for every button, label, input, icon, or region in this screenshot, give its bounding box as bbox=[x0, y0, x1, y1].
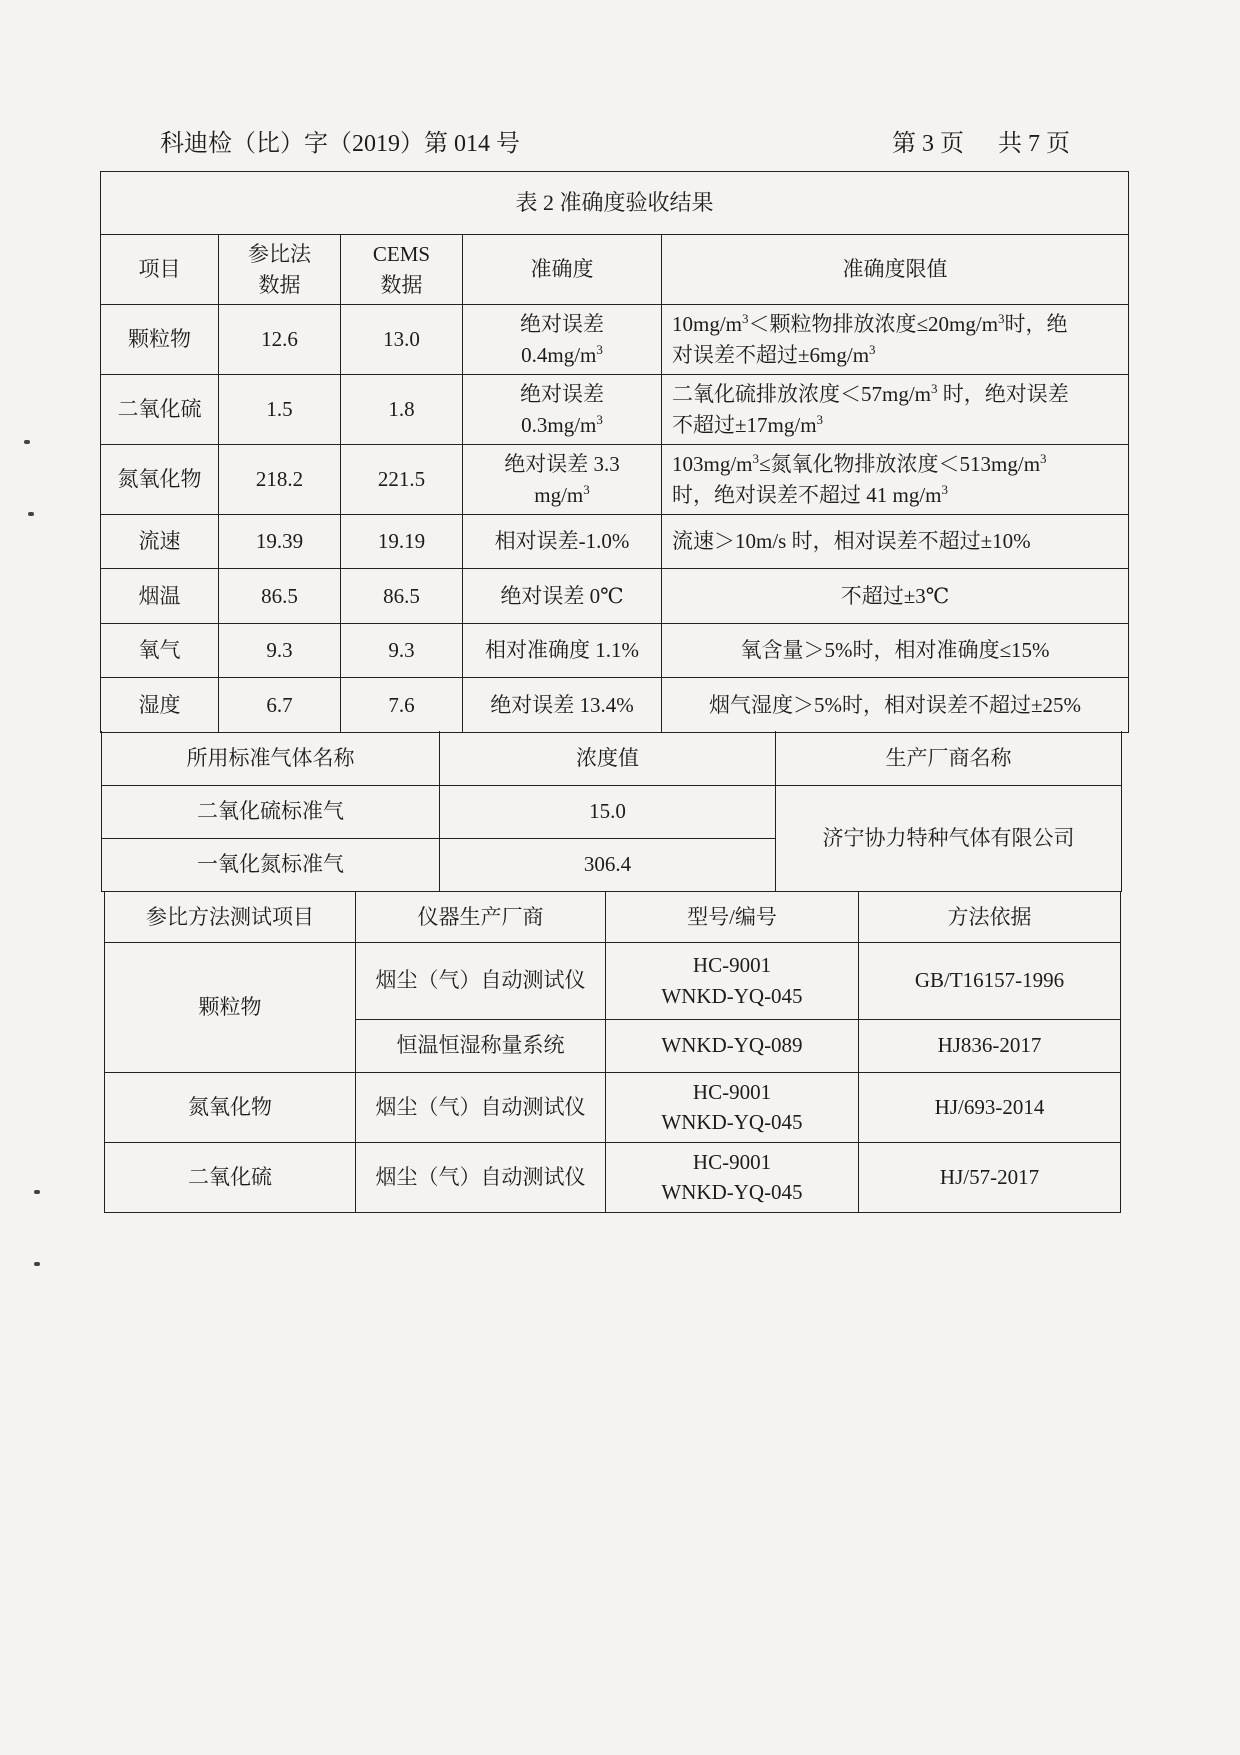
ref-value: 86.5 bbox=[219, 569, 341, 624]
item-cell: 二氧化硫 bbox=[101, 375, 219, 445]
gas-name: 二氧化硫标准气 bbox=[102, 785, 440, 838]
table-row bbox=[101, 624, 1129, 678]
method-basis: GB/T16157-1996 bbox=[859, 942, 1121, 1019]
header-ref-data: 参比法 数据 bbox=[219, 235, 341, 305]
accuracy-value: 绝对误差 13.4% bbox=[463, 678, 662, 733]
accuracy-value: 绝对误差 $0.4mg/m^3$ bbox=[463, 305, 662, 375]
item-cell: 氮氧化物 bbox=[101, 445, 219, 515]
scan-speck bbox=[34, 1262, 40, 1266]
table-row bbox=[101, 375, 1129, 445]
table-row bbox=[101, 305, 1129, 375]
item-cell: 流速 bbox=[101, 515, 219, 569]
table-title: 表 2 准确度验收结果 bbox=[101, 172, 1129, 235]
page-total: 共 7 页 bbox=[998, 130, 1070, 157]
test-item: 二氧化硫 bbox=[105, 1142, 356, 1212]
limit-value: $10mg/m^3<$颗粒物排放浓度$\le 20mg/m^3$时，绝 对误差不超过$\pm 6mg/m^3$ bbox=[662, 305, 1129, 375]
header-item: 项目 bbox=[101, 235, 219, 305]
table-row bbox=[105, 1072, 1121, 1142]
test-item: 颗粒物 bbox=[105, 942, 356, 1072]
table-header-row bbox=[105, 892, 1121, 942]
cems-value: 1.8 bbox=[341, 375, 463, 445]
accuracy-table bbox=[100, 171, 1129, 733]
method-basis: HJ/57-2017 bbox=[859, 1142, 1121, 1212]
cems-value: 221.5 bbox=[341, 445, 463, 515]
reference-method-table bbox=[104, 892, 1121, 1213]
cems-value: 19.19 bbox=[341, 515, 463, 569]
limit-value: 烟气湿度＞5%时，相对误差不超过±25% bbox=[662, 678, 1129, 733]
model-number: HC-9001 WNKD-YQ-045 bbox=[606, 1142, 859, 1212]
accuracy-value: 相对准确度 1.1% bbox=[463, 624, 662, 678]
document-number: 科迪检（比）字（2019）第 014 号 bbox=[160, 130, 520, 157]
table-header-row bbox=[102, 731, 1122, 785]
method-basis: HJ836-2017 bbox=[859, 1019, 1121, 1072]
item-cell: 氧气 bbox=[101, 624, 219, 678]
accuracy-value: 相对误差-1.0% bbox=[463, 515, 662, 569]
page-indicator bbox=[884, 123, 1070, 158]
item-cell: 烟温 bbox=[101, 569, 219, 624]
gas-maker: 济宁协力特种气体有限公司 bbox=[776, 785, 1122, 891]
scan-speck bbox=[34, 1190, 40, 1194]
table-row bbox=[101, 678, 1129, 733]
cems-value: 9.3 bbox=[341, 624, 463, 678]
accuracy-value: 绝对误差 3.3 $mg/m^3$ bbox=[463, 445, 662, 515]
ref-value: 12.6 bbox=[219, 305, 341, 375]
ref-value: 19.39 bbox=[219, 515, 341, 569]
gas-name: 一氧化氮标准气 bbox=[102, 838, 440, 891]
cems-value: 86.5 bbox=[341, 569, 463, 624]
model-number: HC-9001 WNKD-YQ-045 bbox=[606, 942, 859, 1019]
instrument: 恒温恒湿称量系统 bbox=[356, 1019, 606, 1072]
page-number: 第 3 页 bbox=[892, 130, 964, 157]
header-accuracy: 准确度 bbox=[463, 235, 662, 305]
header-method-basis: 方法依据 bbox=[859, 892, 1121, 942]
model-number: WNKD-YQ-089 bbox=[606, 1019, 859, 1072]
table-row bbox=[101, 569, 1129, 624]
ref-value: 6.7 bbox=[219, 678, 341, 733]
table-header-row bbox=[101, 235, 1129, 305]
accuracy-value: 绝对误差 $0.3mg/m^3$ bbox=[463, 375, 662, 445]
instrument: 烟尘（气）自动测试仪 bbox=[356, 942, 606, 1019]
table-row bbox=[101, 445, 1129, 515]
gas-concentration: 306.4 bbox=[440, 838, 776, 891]
instrument: 烟尘（气）自动测试仪 bbox=[356, 1142, 606, 1212]
header-concentration: 浓度值 bbox=[440, 731, 776, 785]
limit-value: 氧含量＞5%时，相对准确度≤15% bbox=[662, 624, 1129, 678]
table-row bbox=[102, 785, 1122, 838]
header-maker: 生产厂商名称 bbox=[776, 731, 1122, 785]
header-test-item: 参比方法测试项目 bbox=[105, 892, 356, 942]
header-cems-data: CEMS 数据 bbox=[341, 235, 463, 305]
accuracy-value: 绝对误差 0℃ bbox=[463, 569, 662, 624]
table-row bbox=[105, 1142, 1121, 1212]
test-item: 氮氧化物 bbox=[105, 1072, 356, 1142]
ref-value: 1.5 bbox=[219, 375, 341, 445]
header-limit: 准确度限值 bbox=[662, 235, 1129, 305]
scan-speck bbox=[28, 512, 34, 516]
scan-speck bbox=[24, 440, 30, 444]
limit-value: $103mg/m^3\le$氮氧化物排放浓度$<513mg/m^3$ 时，绝对误差不超过 41 $mg/m^3$ bbox=[662, 445, 1129, 515]
header-instrument-maker: 仪器生产厂商 bbox=[356, 892, 606, 942]
page-header bbox=[160, 122, 1070, 158]
cems-value: 13.0 bbox=[341, 305, 463, 375]
instrument: 烟尘（气）自动测试仪 bbox=[356, 1072, 606, 1142]
table-row bbox=[105, 942, 1121, 1019]
limit-value: 不超过±3℃ bbox=[662, 569, 1129, 624]
limit-value: 流速＞10m/s 时，相对误差不超过±10% bbox=[662, 515, 1129, 569]
header-gas-name: 所用标准气体名称 bbox=[102, 731, 440, 785]
ref-value: 9.3 bbox=[219, 624, 341, 678]
item-cell: 湿度 bbox=[101, 678, 219, 733]
header-model: 型号/编号 bbox=[606, 892, 859, 942]
standard-gas-table bbox=[101, 731, 1122, 892]
method-basis: HJ/693-2014 bbox=[859, 1072, 1121, 1142]
cems-value: 7.6 bbox=[341, 678, 463, 733]
gas-concentration: 15.0 bbox=[440, 785, 776, 838]
table-row bbox=[101, 515, 1129, 569]
item-cell: 颗粒物 bbox=[101, 305, 219, 375]
model-number: HC-9001 WNKD-YQ-045 bbox=[606, 1072, 859, 1142]
limit-value: 二氧化硫排放浓度$<57mg/m^3$ 时，绝对误差 不超过$\pm 17mg/m^3$ bbox=[662, 375, 1129, 445]
ref-value: 218.2 bbox=[219, 445, 341, 515]
